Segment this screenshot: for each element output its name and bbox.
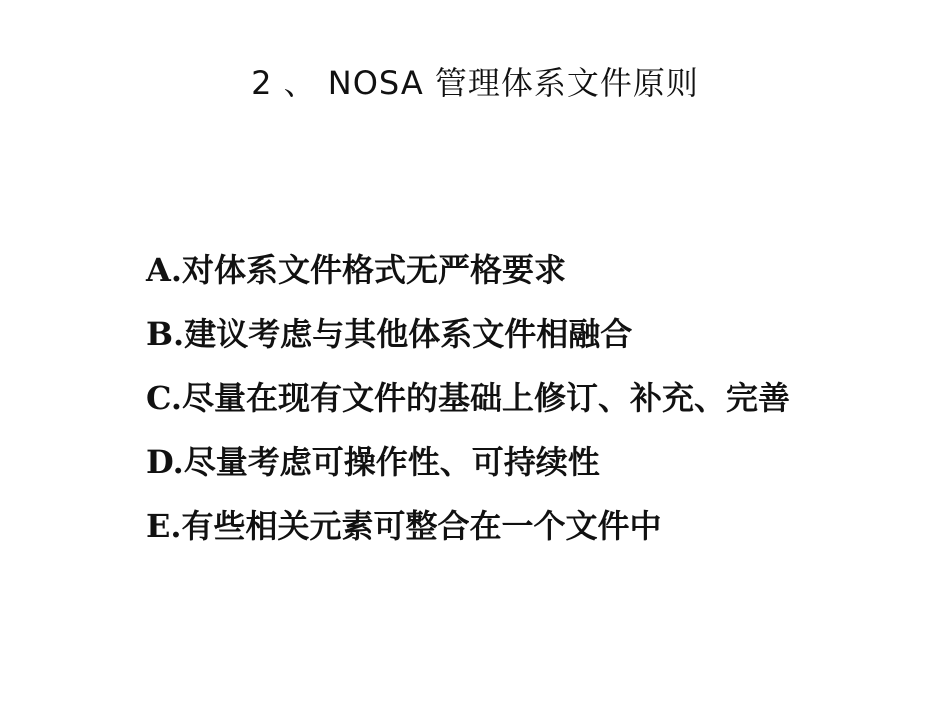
principles-list [146, 248, 790, 568]
list-item: B.建议考虑与其他体系文件相融合 [146, 315, 633, 353]
slide-title: 2 、 NOSA 管理体系文件原则 [251, 64, 699, 102]
list-item: E.有些相关元素可整合在一个文件中 [146, 507, 662, 545]
list-item: A.对体系文件格式无严格要求 [146, 251, 566, 289]
list-item: C.尽量在现有文件的基础上修订、补充、完善 [146, 379, 791, 417]
list-item: D.尽量考虑可操作性、可持续性 [146, 443, 600, 481]
